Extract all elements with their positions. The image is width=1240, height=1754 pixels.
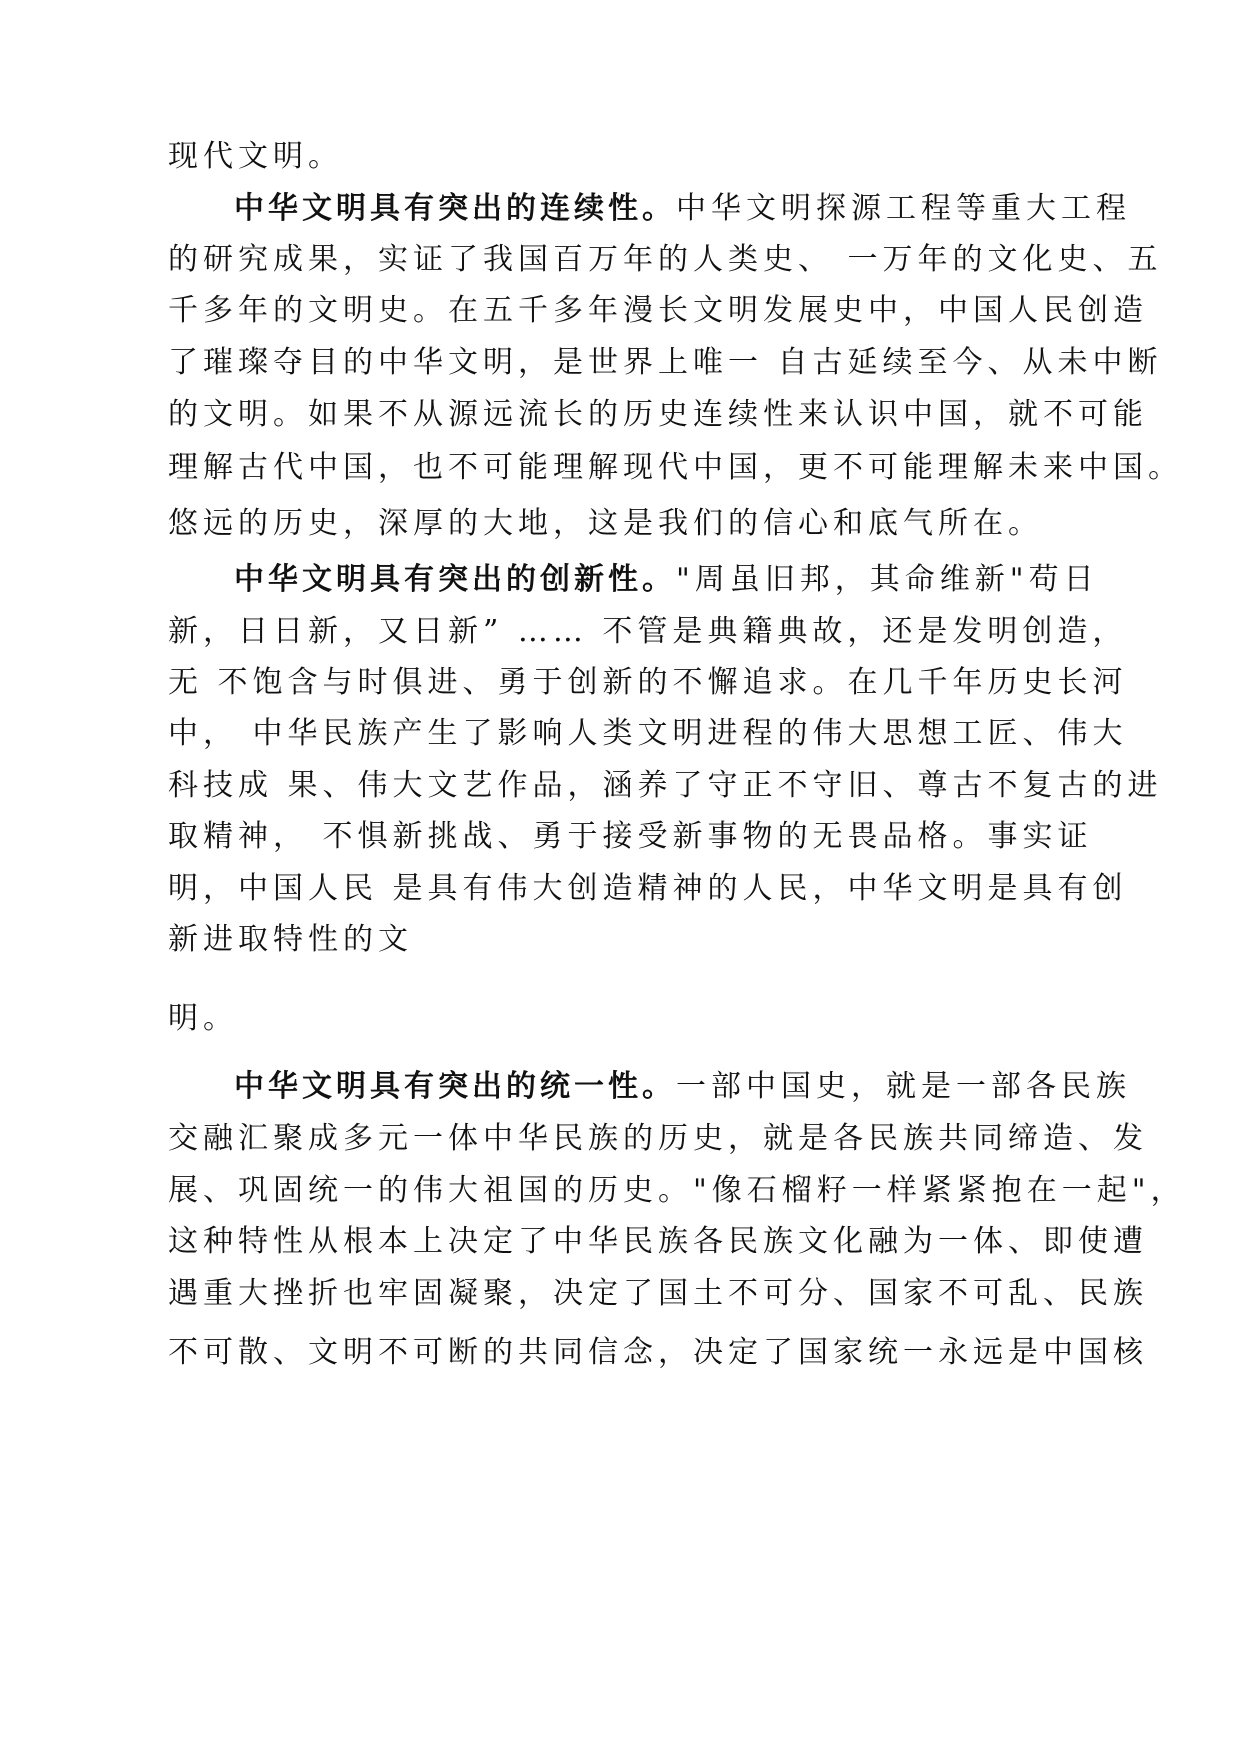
line-text: 科技成 果、伟大文艺作品，涵养了守正不守旧、尊古不复古的进 <box>168 768 1163 803</box>
line-text: 悠远的历史，深厚的大地，这是我们的信心和底气所在。 <box>168 506 1043 541</box>
line-text: 明。 <box>168 1001 238 1036</box>
line-text: 现代文明。 <box>168 139 343 174</box>
line-text: 取精神， 不惧新挑战、勇于接受新事物的无畏品格。事实证 <box>168 819 1093 854</box>
line-text: "周虽旧邦，其命维新"苟日 <box>676 562 1099 597</box>
line-text: 理解古代中国，也不可能理解现代中国，更不可能理解未来中国。 <box>168 450 1183 485</box>
text-line <box>168 999 238 1039</box>
line-text: 不可散、文明不可断的共同信念，决定了国家统一永远是中国核 <box>168 1335 1148 1370</box>
text-line <box>168 714 1128 754</box>
text-line <box>168 137 343 177</box>
text-line <box>168 395 1148 435</box>
text-line <box>168 448 1183 488</box>
line-text: 千多年的文明史。在五千多年漫长文明发展史中，中国人民创造 <box>168 293 1148 328</box>
text-line <box>168 343 1163 383</box>
text-line <box>168 291 1148 331</box>
line-text: 这种特性从根本上决定了中华民族各民族文化融为一体、即使遭 <box>168 1224 1148 1259</box>
line-text: 的文明。如果不从源远流长的历史连续性来认识中国，就不可能 <box>168 397 1148 432</box>
paragraph-continuity <box>234 189 1131 229</box>
text-line <box>168 1222 1148 1262</box>
line-text: 展、巩固统一的伟大祖国的历史。"像石榴籽一样紧紧抱在一起"， <box>168 1173 1186 1208</box>
text-line <box>168 1119 1148 1159</box>
line-text: 中华文明探源工程等重大工程 <box>676 191 1131 226</box>
section-heading: 中华文明具有突出的连续性。 <box>234 191 676 226</box>
text-line <box>168 817 1093 857</box>
text-line <box>168 1171 1186 1211</box>
text-line <box>168 766 1163 806</box>
text-line <box>168 869 1128 909</box>
line-text: 中， 中华民族产生了影响人类文明进程的伟大思想工匠、伟大 <box>168 716 1128 751</box>
text-line <box>168 1274 1148 1314</box>
line-text: 无 不饱含与时俱进、勇于创新的不懈追求。在几千年历史长河 <box>168 665 1128 700</box>
line-text: 一部中国史，就是一部各民族 <box>676 1069 1131 1104</box>
text-line <box>168 240 1163 280</box>
text-line <box>168 612 1127 652</box>
line-text: 明，中国人民 是具有伟大创造精神的人民，中华文明是具有创 <box>168 871 1128 906</box>
paragraph-innovation <box>234 560 1099 600</box>
line-text: 交融汇聚成多元一体中华民族的历史，就是各民族共同缔造、发 <box>168 1121 1148 1156</box>
section-heading: 中华文明具有突出的统一性。 <box>234 1069 676 1104</box>
section-heading: 中华文明具有突出的创新性。 <box>234 562 676 597</box>
line-text: 遇重大挫折也牢固凝聚，决定了国土不可分、国家不可乱、民族 <box>168 1276 1148 1311</box>
line-text: 新进取特性的文 <box>168 922 413 957</box>
text-line <box>168 1333 1148 1373</box>
text-line <box>168 920 413 960</box>
line-text: 的研究成果，实证了我国百万年的人类史、 一万年的文化史、五 <box>168 242 1163 277</box>
text-line <box>168 663 1128 703</box>
line-text: 新，日日新，又日新” …… 不管是典籍典故，还是发明创造， <box>168 614 1128 649</box>
line-text: 了璀璨夺目的中华文明，是世界上唯一 自古延续至今、从未中断 <box>168 345 1163 380</box>
text-line <box>168 504 1043 544</box>
paragraph-unity <box>234 1067 1131 1107</box>
